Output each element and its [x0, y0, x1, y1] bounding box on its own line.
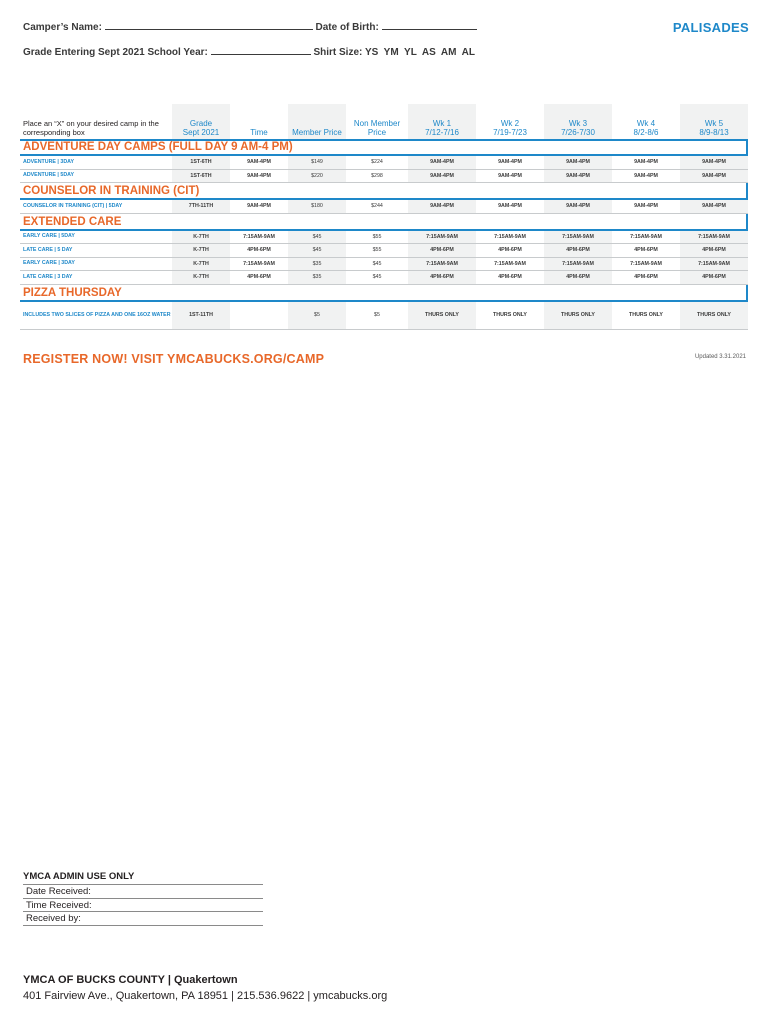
camper-info-line: [23, 21, 477, 33]
week-4-checkbox-cell[interactable]: 9AM-4PM: [634, 203, 658, 210]
received-by-field[interactable]: Received by:: [23, 912, 263, 926]
name-cell: ADVENTURE | 3DAY: [23, 158, 75, 165]
time-cell: 4PM-6PM: [247, 247, 271, 254]
week-2-checkbox-cell[interactable]: 7:15AM-9AM: [494, 233, 526, 240]
name-cell: EARLY CARE | 5DAY: [23, 233, 75, 240]
week-5-checkbox-cell[interactable]: THURS ONLY: [680, 302, 748, 329]
week-label: Wk 1: [432, 119, 452, 128]
grade-cell: K-7TH: [172, 271, 230, 284]
nonmember-cell: $45: [372, 260, 382, 267]
table-row: [20, 302, 748, 330]
week-1-checkbox-cell[interactable]: 7:15AM-9AM: [408, 258, 476, 271]
grade-cell: 7TH-11TH: [172, 200, 230, 213]
camp-schedule-table: [20, 104, 748, 330]
week-2-checkbox-cell[interactable]: 9AM-4PM: [498, 159, 522, 166]
section-heading: COUNSELOR IN TRAINING (CIT): [20, 183, 748, 200]
week-2-checkbox-cell[interactable]: 7:15AM-9AM: [494, 260, 526, 267]
week-2-checkbox-cell[interactable]: 4PM-6PM: [498, 247, 522, 254]
week-4-header: [612, 104, 680, 139]
member-cell: $5: [288, 302, 346, 329]
register-link[interactable]: REGISTER NOW! VISIT YMCABUCKS.ORG/CAMP: [23, 352, 325, 366]
week-3-checkbox-cell[interactable]: 7:15AM-9AM: [544, 258, 612, 271]
week-4-checkbox-cell[interactable]: 9AM-4PM: [634, 159, 658, 166]
member-price-header: Member Price: [288, 104, 346, 139]
grade-cell: K-7TH: [172, 258, 230, 271]
week-5-checkbox-cell[interactable]: 4PM-6PM: [680, 271, 748, 284]
nonmember-cell: $244: [371, 203, 383, 210]
footer-address: 401 Fairview Ave., Quakertown, PA 18951 | 215.536.9622 | ymcabucks.org: [23, 990, 388, 1002]
time-cell: 9AM-4PM: [247, 172, 271, 179]
grade-column-header: Grade Sept 2021: [172, 104, 230, 139]
camper-name-label: Camper’s Name:: [23, 22, 102, 33]
dob-label: Date of Birth:: [315, 22, 379, 33]
week-2-checkbox-cell[interactable]: THURS ONLY: [493, 312, 527, 318]
time-received-field[interactable]: Time Received:: [23, 899, 263, 913]
week-4-checkbox-cell[interactable]: 9AM-4PM: [634, 172, 658, 179]
table-row: [20, 170, 748, 184]
camper-name-field[interactable]: [105, 21, 313, 30]
week-1-checkbox-cell[interactable]: 9AM-4PM: [408, 200, 476, 213]
week-4-checkbox-cell[interactable]: 7:15AM-9AM: [630, 233, 662, 240]
grade-cell: K-7TH: [172, 244, 230, 257]
admin-section: [23, 871, 263, 926]
table-row: [20, 271, 748, 285]
week-5-checkbox-cell[interactable]: 9AM-4PM: [680, 200, 748, 213]
week-dates: 7/26-7/30: [561, 128, 595, 137]
shirt-size-label: Shirt Size:: [313, 47, 363, 58]
member-cell: $149: [288, 156, 346, 169]
table-row: [20, 231, 748, 245]
week-3-checkbox-cell[interactable]: 7:15AM-9AM: [544, 231, 612, 244]
member-cell: $45: [288, 231, 346, 244]
week-label: Wk 4: [636, 119, 656, 128]
grade-cell: 1ST-6TH: [172, 170, 230, 183]
week-3-checkbox-cell[interactable]: 4PM-6PM: [544, 244, 612, 257]
section-heading: PIZZA THURSDAY: [20, 285, 748, 302]
week-3-checkbox-cell[interactable]: 9AM-4PM: [544, 170, 612, 183]
week-1-checkbox-cell[interactable]: 4PM-6PM: [408, 244, 476, 257]
member-cell: $45: [288, 244, 346, 257]
week-2-header: [476, 104, 544, 139]
week-5-checkbox-cell[interactable]: 9AM-4PM: [680, 156, 748, 169]
week-label: Wk 5: [704, 119, 724, 128]
week-5-header: [680, 104, 748, 139]
time-cell: 7:15AM-9AM: [243, 260, 275, 267]
week-label: Wk 2: [500, 119, 520, 128]
time-column-header: Time: [250, 128, 268, 137]
shirt-size-options[interactable]: YS YM YL AS AM AL: [364, 47, 475, 58]
grade-cell: 1ST-11TH: [172, 302, 230, 329]
section-heading: EXTENDED CARE: [20, 214, 748, 231]
week-1-checkbox-cell[interactable]: 9AM-4PM: [408, 156, 476, 169]
nonmember-cell: $55: [372, 247, 382, 254]
week-4-checkbox-cell[interactable]: 7:15AM-9AM: [630, 260, 662, 267]
week-5-checkbox-cell[interactable]: 9AM-4PM: [680, 170, 748, 183]
time-cell: [230, 302, 288, 329]
nonmember-cell: $298: [371, 172, 383, 179]
week-1-header: [408, 104, 476, 139]
name-cell: LATE CARE | 3 DAY: [23, 273, 73, 280]
week-2-checkbox-cell[interactable]: 9AM-4PM: [498, 203, 522, 210]
dob-field[interactable]: [382, 21, 477, 30]
grade-info-line: [23, 46, 475, 58]
week-4-checkbox-cell[interactable]: 4PM-6PM: [634, 247, 658, 254]
location-title: PALISADES: [672, 20, 749, 35]
name-cell: INCLUDES TWO SLICES OF PIZZA AND ONE 16OZ WATER: [23, 311, 171, 318]
updated-date: Updated 3.31.2021: [694, 354, 746, 360]
table-row: [20, 244, 748, 258]
week-1-checkbox-cell[interactable]: 4PM-6PM: [408, 271, 476, 284]
grade-cell: 1ST-6TH: [172, 156, 230, 169]
footer-org: YMCA OF BUCKS COUNTY | Quakertown: [23, 974, 238, 986]
nonmember-cell: $45: [372, 274, 382, 281]
week-dates: 8/9-8/13: [699, 128, 729, 137]
member-cell: $35: [288, 271, 346, 284]
week-3-checkbox-cell[interactable]: THURS ONLY: [544, 302, 612, 329]
week-3-checkbox-cell[interactable]: 9AM-4PM: [544, 156, 612, 169]
name-cell: ADVENTURE | 5DAY: [23, 172, 75, 179]
table-row: [20, 156, 748, 170]
table-row: [20, 258, 748, 272]
instruction-text: Place an “X” on your desired camp in the corresponding box: [23, 119, 159, 137]
name-cell: EARLY CARE | 3DAY: [23, 260, 75, 267]
week-5-checkbox-cell[interactable]: 7:15AM-9AM: [680, 231, 748, 244]
week-3-header: [544, 104, 612, 139]
week-3-checkbox-cell[interactable]: 9AM-4PM: [544, 200, 612, 213]
grade-cell: K-7TH: [172, 231, 230, 244]
week-5-checkbox-cell[interactable]: 4PM-6PM: [680, 244, 748, 257]
week-dates: 7/12-7/16: [425, 128, 459, 137]
time-cell: 9AM-4PM: [247, 159, 271, 166]
week-4-checkbox-cell[interactable]: 4PM-6PM: [634, 274, 658, 281]
week-4-checkbox-cell[interactable]: THURS ONLY: [629, 312, 663, 318]
week-1-checkbox-cell[interactable]: THURS ONLY: [408, 302, 476, 329]
nonmember-cell: $55: [372, 233, 382, 240]
name-cell: LATE CARE | 5 DAY: [23, 246, 73, 253]
week-label: Wk 3: [568, 119, 588, 128]
week-1-checkbox-cell[interactable]: 7:15AM-9AM: [408, 231, 476, 244]
week-2-checkbox-cell[interactable]: 9AM-4PM: [498, 172, 522, 179]
date-received-field[interactable]: Date Received:: [23, 885, 263, 899]
nonmember-price-header: Non Member Price: [353, 119, 401, 137]
nonmember-cell: $224: [371, 159, 383, 166]
week-3-checkbox-cell[interactable]: 4PM-6PM: [544, 271, 612, 284]
section-heading: ADVENTURE DAY CAMPS (FULL DAY 9 AM-4 PM): [20, 139, 748, 156]
name-cell: COUNSELOR IN TRAINING (CIT) | 5DAY: [23, 202, 123, 209]
member-cell: $180: [288, 200, 346, 213]
week-dates: 7/19-7/23: [493, 128, 527, 137]
grade-label: Grade Entering Sept 2021 School Year:: [23, 47, 208, 58]
member-cell: $220: [288, 170, 346, 183]
admin-title: YMCA ADMIN USE ONLY: [23, 871, 263, 885]
time-cell: 7:15AM-9AM: [243, 233, 275, 240]
table-header: [20, 104, 748, 139]
week-1-checkbox-cell[interactable]: 9AM-4PM: [408, 170, 476, 183]
nonmember-cell: $5: [374, 312, 380, 318]
week-dates: 8/2-8/6: [633, 128, 659, 137]
time-cell: 4PM-6PM: [247, 274, 271, 281]
week-2-checkbox-cell[interactable]: 4PM-6PM: [498, 274, 522, 281]
table-row: [20, 200, 748, 214]
member-cell: $35: [288, 258, 346, 271]
grade-field[interactable]: [211, 46, 311, 55]
time-cell: 9AM-4PM: [247, 203, 271, 210]
week-5-checkbox-cell[interactable]: 7:15AM-9AM: [680, 258, 748, 271]
